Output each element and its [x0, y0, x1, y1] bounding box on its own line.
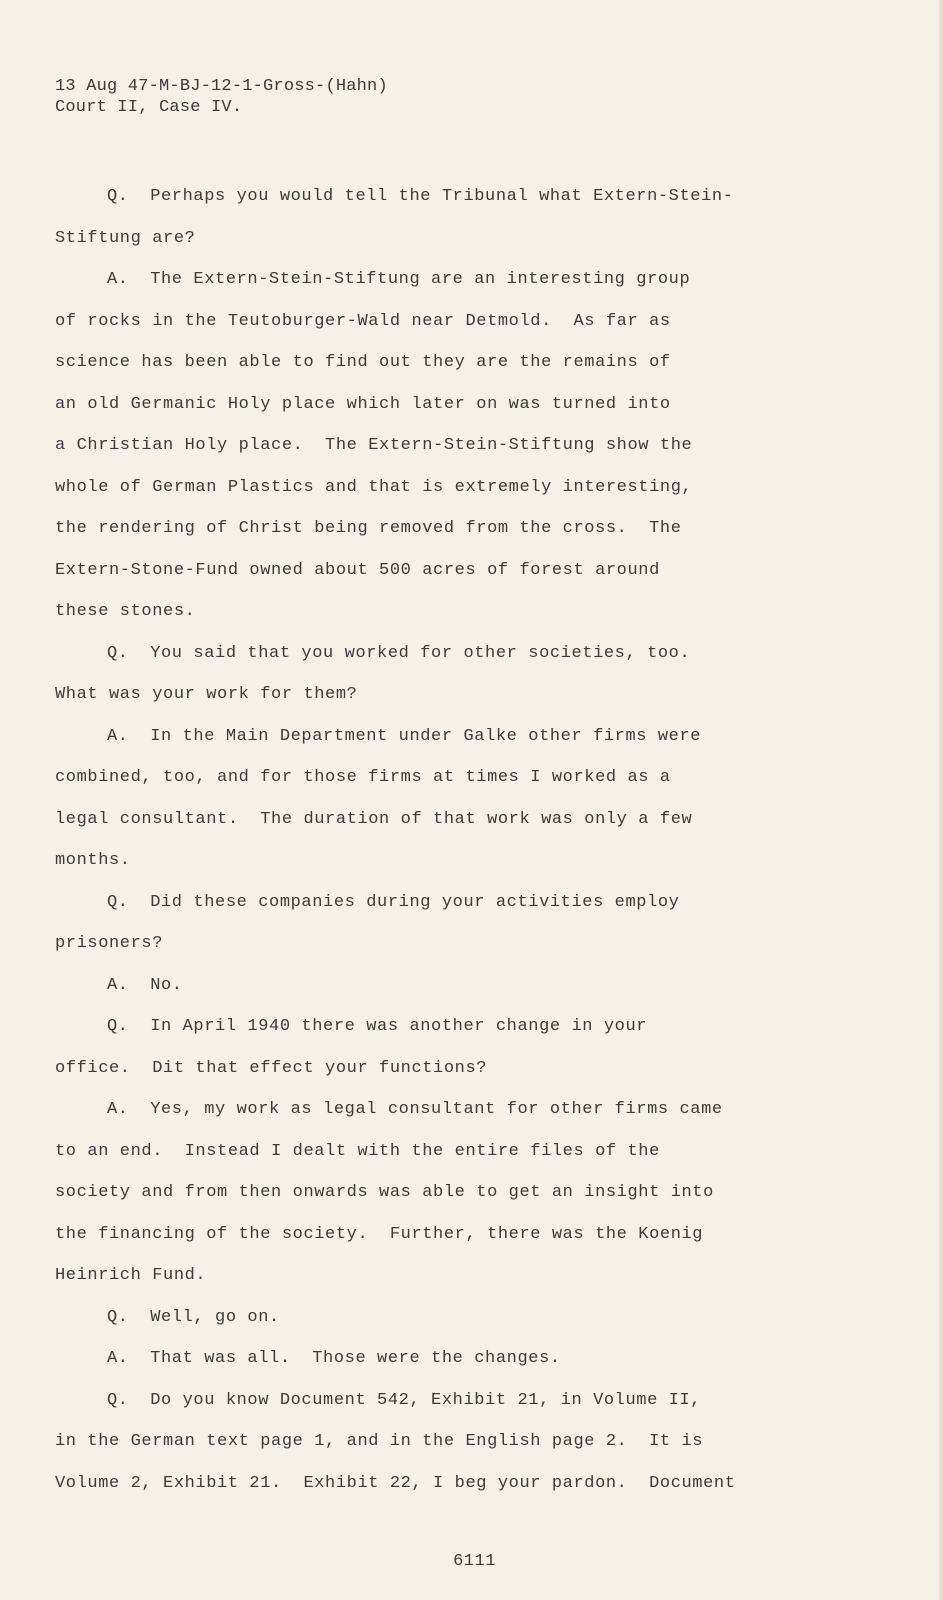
transcript-line: A. The Extern-Stein-Stiftung are an interesting group [107, 270, 691, 289]
transcript-line: Extern-Stone-Fund owned about 500 acres of forest around [55, 560, 660, 580]
transcript-line: prisoners? [55, 934, 164, 953]
transcript-line: combined, too, and for those firms at times I worked as a [55, 768, 671, 787]
transcript-line: a Christian Holy place. The Extern-Stein-Stiftung show the [55, 436, 693, 455]
transcript-line: science has been able to find out they are the remains of [55, 353, 671, 372]
transcript-line: of rocks in the Teutoburger-Wald near Detmold. As far as [55, 311, 671, 331]
transcript-line: these stones. [55, 602, 196, 621]
transcript-line: an old Germanic Holy place which later on was turned into [55, 394, 671, 414]
transcript-line: Q. Well, go on. [107, 1307, 280, 1327]
transcript-line: Q. Perhaps you would tell the Tribunal what Extern-Stein- [107, 187, 734, 206]
transcript-line: in the German text page 1, and in the English page 2. It is [55, 1432, 704, 1451]
transcript-line: society and from then onwards was able to get an insight into [55, 1183, 714, 1202]
transcript-line: Q. Do you know Document 542, Exhibit 21, in Volume II, [107, 1390, 702, 1410]
transcript-line: A. No. [107, 975, 183, 995]
document-header [55, 76, 388, 118]
transcript-line: Volume 2, Exhibit 21. Exhibit 22, I beg your pardon. Document [55, 1473, 736, 1493]
transcript-line: whole of German Plastics and that is extremely interesting, [55, 477, 693, 497]
transcript-line: to an end. Instead I dealt with the entire files of the [55, 1141, 660, 1161]
transcript-line: the financing of the society. Further, there was the Koenig [55, 1224, 704, 1244]
header-court-line: Court II, Case IV. [55, 98, 243, 117]
transcript-line: A. In the Main Department under Galke other firms were [107, 726, 702, 746]
transcript-line: A. That was all. Those were the changes. [107, 1349, 561, 1368]
transcript-line: legal consultant. The duration of that work was only a few [55, 809, 693, 829]
transcript-line: Q. Did these companies during your activities employ [107, 892, 680, 912]
transcript-line: Heinrich Fund. [55, 1266, 207, 1285]
header-reference-line: 13 Aug 47-M-BJ-12-1-Gross-(Hahn) [55, 77, 388, 96]
page-number: 6111 [453, 1552, 496, 1571]
transcript-line: the rendering of Christ being removed from the cross. The [55, 519, 682, 538]
transcript-line: Q. In April 1940 there was another change in your [107, 1017, 648, 1036]
transcript-line: Stiftung are? [55, 228, 196, 248]
transcript-line: A. Yes, my work as legal consultant for other firms came [107, 1100, 723, 1119]
transcript-line: What was your work for them? [55, 685, 358, 704]
transcript-line: office. Dit that effect your functions? [55, 1058, 488, 1078]
transcript-line: months. [55, 851, 131, 870]
transcript-body [55, 176, 895, 1504]
transcript-line: Q. You said that you worked for other societies, too. [107, 643, 691, 663]
